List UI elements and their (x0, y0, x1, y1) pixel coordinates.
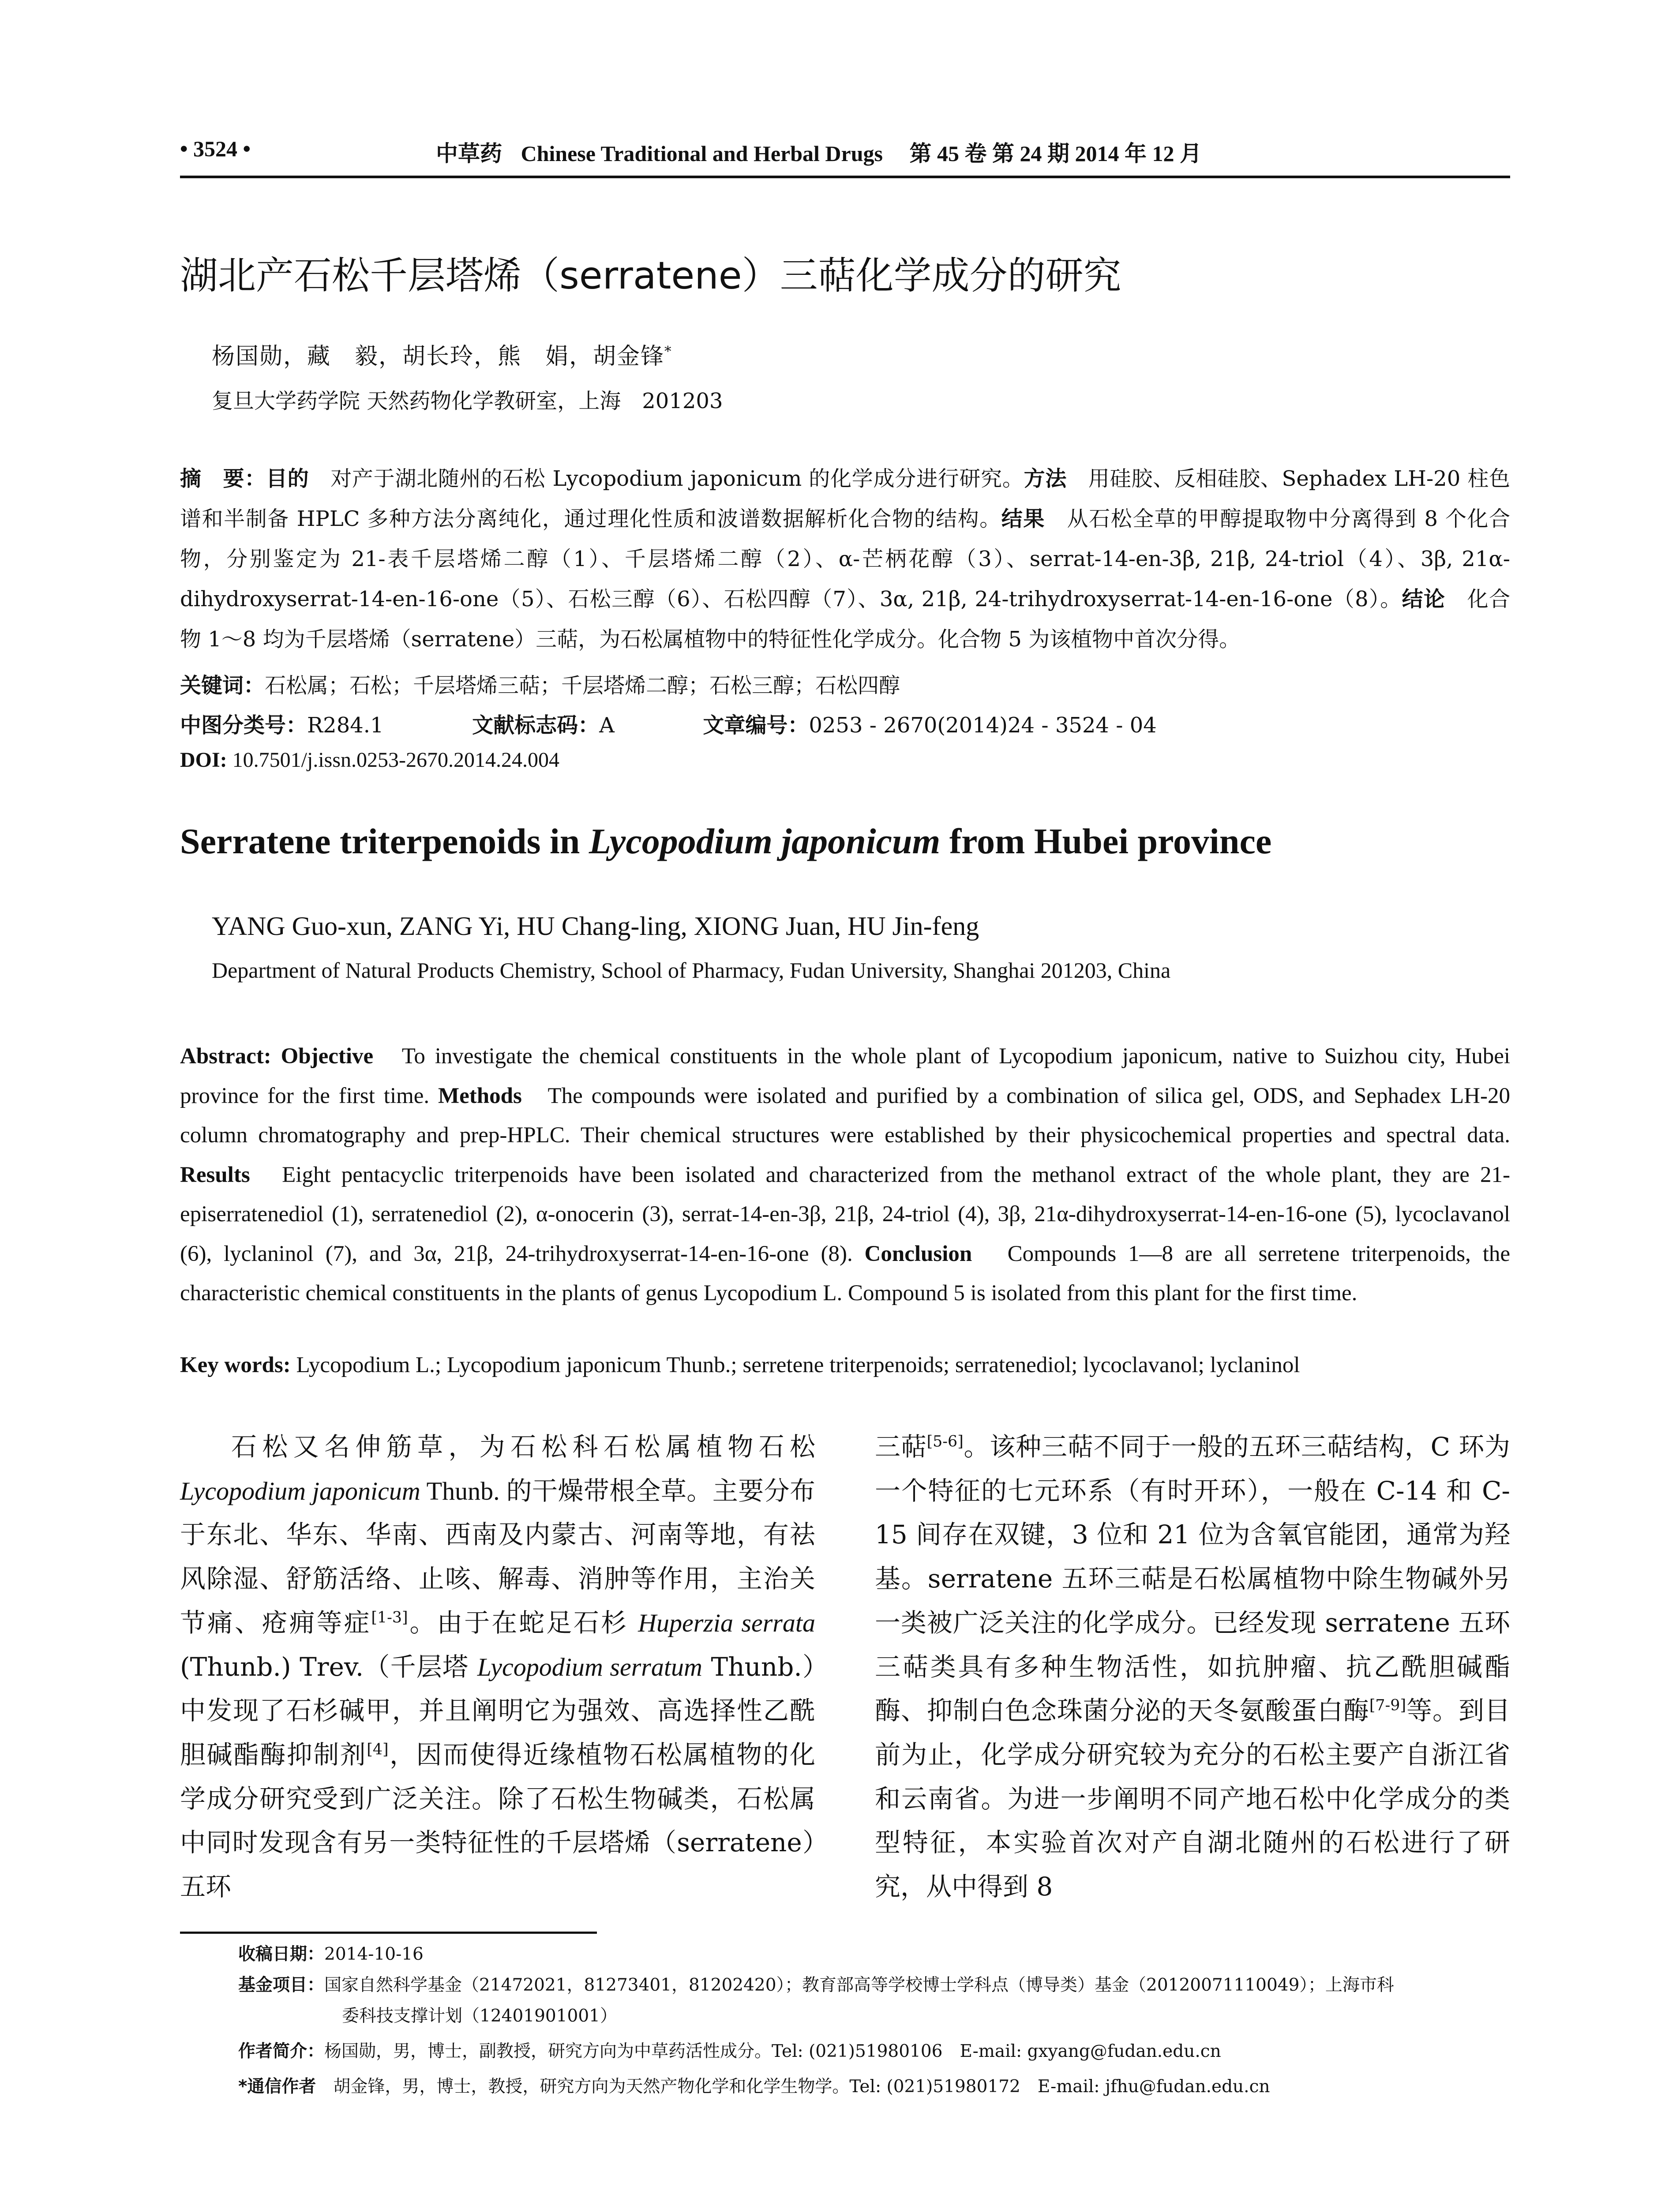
authors-cn (212, 338, 672, 371)
results-en: Eight pentacyclic triterpenoids have been isolated and characterized from the methanol extract of the whole plant, they are 21-episerratenediol (1), serratenediol (2), α-onocerin (3), serrat-14-en-3β, 21β, 24-triol (4), 3β, 21α-dihydroxyserrat-14-en-16-one (5), lycoclavanol (6), lyclaninol (7), and 3α, 21β, 24-trihydroxyserrat-14-en-16-one (8). (180, 1162, 1510, 1266)
doc-code-value: A (599, 713, 615, 738)
keywords-en-text: Lycopodium L.; Lycopodium japonicum Thunb.; serretene triterpenoids; serratenediol; lycoclavanol; lyclaninol (296, 1353, 1300, 1377)
intro-paragraph-cont (875, 1425, 1510, 1909)
clc-label: 中图分类号： (180, 713, 308, 738)
body-column-right (875, 1425, 1510, 1909)
species-name: Lycopodium serratum (477, 1652, 702, 1681)
running-header (180, 136, 1510, 171)
keywords-en-label: Key words: (180, 1353, 291, 1377)
title-cn: 湖北产石松千层塔烯（serratene）三萜化学成分的研究 (180, 254, 1121, 298)
body-text: 。该种三萜不同于一般的五环三萜结构，C 环为一个特征的七元环系（有时开环），一般在 C-14 和 C-15 间存在双键，3 位和 21 位为含氧官能团，通常为羟基。serratene 五环三萜是石松属植物中除生物碱外另一类被广泛关注的化学成分。已经发现 serratene 五环三萜类具有多种生物活性，如抗肿瘤、抗乙酰胆碱酯酶、抑制白色念珠菌分泌的天冬氨酸蛋白酶 (875, 1432, 1510, 1726)
body-text: Thunb. 的干燥带根全草。主要分布于东北、华东、华南、西南及内蒙古、河南等地，有祛风除湿、舒筋活络、止咳、解毒、消肿等作用，主治关节痛、疮痈等症 (180, 1476, 816, 1637)
results-cn: 从石松全草的甲醇提取物中分离得到 8 个化合物，分别鉴定为 21-表千层塔烯二醇（1）、千层塔烯二醇（2）、α-芒柄花醇（3）、serrat-14-en-3β, 21β, 24-triol（4）、3β, 21α-dihydroxyserrat-14-en-16-one（5）、石松三醇（6）、石松四醇（7）、3α, 21β, 24-trihydroxyserrat-14-en-16-one（8）。 (180, 506, 1510, 612)
title-en-species: Lycopodium japonicum (589, 821, 941, 861)
authors-cn-names: 杨国勋，藏 毅，胡长玲，熊 娟，胡金锋 (212, 343, 665, 370)
issue-info: 第 45 卷 第 24 期 2014 年 12 月 (909, 141, 1202, 166)
conclusion-cn-label: 结论 (1402, 587, 1446, 612)
footnote-author (238, 2036, 1221, 2067)
author-bio-label: 作者简介： (238, 2041, 325, 2061)
doi-label: DOI: (180, 748, 227, 772)
citation: [7-9] (1369, 1696, 1406, 1715)
objective-cn: 对产于湖北随州的石松 Lycopodium japonicum 的化学成分进行研究。 (330, 466, 1024, 491)
body-text: (Thunb.) Trev.（千层塔 (180, 1651, 477, 1682)
abstract-cn-label: 摘 要： (180, 466, 266, 491)
objective-en: To investigate the chemical constituents in the whole plant of Lycopodium japonicum, native to Suizhou city, Hubei province for the first time. (180, 1044, 1510, 1108)
authors-en: YANG Guo-xun, ZANG Yi, HU Chang-ling, XIONG Juan, HU Jin-feng (212, 912, 979, 941)
methods-en: The compounds were isolated and purified by a combination of silica gel, ODS, and Sephadex LH-20 column chromatography and prep-HPLC. Their chemical structures were established by their physicochemical properties and spectral data. (180, 1083, 1510, 1148)
citation: [4] (367, 1741, 389, 1759)
footnote-received (238, 1939, 424, 1970)
methods-cn-label: 方法 (1024, 466, 1067, 491)
results-cn-label: 结果 (1001, 506, 1045, 531)
title-en-pre: Serratene triterpenoids in (180, 821, 589, 861)
corresponding-author: 胡金锋，男，博士，教授，研究方向为天然产物化学和化学生物学。Tel: (021)51980172 E-mail: jfhu@fudan.edu.cn (333, 2077, 1270, 2097)
keywords-cn-label: 关键词： (180, 673, 265, 698)
keywords-en (180, 1352, 1300, 1378)
objective-en-label: Objective (281, 1044, 374, 1069)
abstract-cn (180, 459, 1510, 660)
conclusion-en: Compounds 1—8 are all serretene triterpenoids, the characteristic chemical constituents in the plants of genus Lycopodium L. Compound 5 is isolated from this plant for the first time. (180, 1241, 1511, 1306)
fund-label: 基金项目： (238, 1975, 325, 1995)
article-no-label: 文章编号： (703, 713, 809, 738)
received-label: 收稿日期： (238, 1944, 325, 1964)
footnote-corresponding (238, 2071, 1270, 2102)
citation: [5-6] (926, 1433, 964, 1451)
article-no-value: 0253 - 2670(2014)24 - 3524 - 04 (809, 713, 1157, 738)
footnote-fund (238, 1970, 1394, 2001)
doi-value: 10.7501/j.issn.0253-2670.2014.24.004 (232, 748, 560, 772)
page-number: • 3524 • (180, 136, 251, 161)
body-text: Thunb.）中发现了石杉碱甲，并且阐明它为强效、高选择性乙酰胆碱酯酶抑制剂 (180, 1651, 815, 1770)
keywords-cn (180, 668, 900, 699)
clc-value: R284.1 (307, 713, 384, 738)
body-text: 石松又名伸筋草，为石松科石松属植物石松 (231, 1432, 815, 1462)
intro-paragraph (180, 1425, 815, 1909)
journal-title (436, 136, 1202, 168)
methods-cn: 用硅胶、反相硅胶、Sephadex LH-20 柱色谱和半制备 HPLC 多种方法分离纯化，通过理化性质和波谱数据解析化合物的结构。 (180, 466, 1510, 531)
keywords-cn-text: 石松属；石松；千层塔烯三萜；千层塔烯二醇；石松三醇；石松四醇 (265, 673, 900, 698)
body-text: ，因而使得近缘植物石松属植物的化学成分研究受到广泛关注。除了石松生物碱类，石松属中同时发现含有另一类特征性的千层塔烯（serratene）五环 (180, 1739, 815, 1902)
received-date: 2014-10-16 (324, 1944, 424, 1964)
body-text: 。由于在蛇足石杉 (408, 1607, 638, 1638)
methods-en-label: Methods (438, 1083, 522, 1108)
citation: [1-3] (371, 1609, 408, 1627)
corresponding-mark: * (664, 343, 672, 360)
journal-name-en: Chinese Traditional and Herbal Drugs (521, 141, 883, 166)
abstract-en (180, 1037, 1510, 1313)
objective-cn-label: 目的 (266, 466, 309, 491)
conclusion-en-label: Conclusion (864, 1241, 972, 1266)
author-bio: 杨国勋，男，博士，副教授，研究方向为中草药活性成分。Tel: (021)51980106 E-mail: gxyang@fudan.edu.cn (324, 2041, 1221, 2061)
species-name: Huperzia serrata (638, 1608, 815, 1637)
footnote-rule (180, 1932, 597, 1934)
title-en-post: from Hubei province (940, 821, 1272, 861)
corresponding-label: *通信作者 (238, 2077, 316, 2097)
doc-code-label: 文献标志码： (472, 713, 600, 738)
fund-text: 国家自然科学基金（21472021，81273401，81202420）；教育部高等学校博士学科点（博导类）基金（20120071110049）；上海市科 (324, 1975, 1394, 1995)
affiliation-en: Department of Natural Products Chemistry, School of Pharmacy, Fudan University, Shanghai 201203, China (212, 958, 1171, 983)
body-column-left (180, 1425, 815, 1909)
header-rule (180, 176, 1510, 178)
title-en (180, 821, 1271, 862)
body-text: 等。到目前为止，化学成分研究较为充分的石松主要产自浙江省和云南省。为进一步阐明不同产地石松中化学成分的类型特征，本实验首次对产自湖北随州的石松进行了研究，从中得到 8 (875, 1696, 1510, 1902)
footnote-fund-cont: 委科技支撑计划（12401901001） (342, 2006, 617, 2026)
classification-row (180, 708, 1157, 739)
abstract-en-label: Abstract: (180, 1044, 271, 1069)
species-name: Lycopodium japonicum (180, 1476, 420, 1505)
results-en-label: Results (180, 1162, 250, 1187)
body-text: 三萜 (875, 1432, 927, 1462)
journal-name-cn: 中草药 (436, 141, 502, 166)
conclusion-cn: 化合物 1～8 均为千层塔烯（serratene）三萜，为石松属植物中的特征性化学成分。化合物 5 为该植物中首次分得。 (180, 587, 1510, 652)
affiliation-cn: 复旦大学药学院 天然药物化学教研室，上海 201203 (212, 389, 723, 413)
doi-row (180, 748, 559, 772)
